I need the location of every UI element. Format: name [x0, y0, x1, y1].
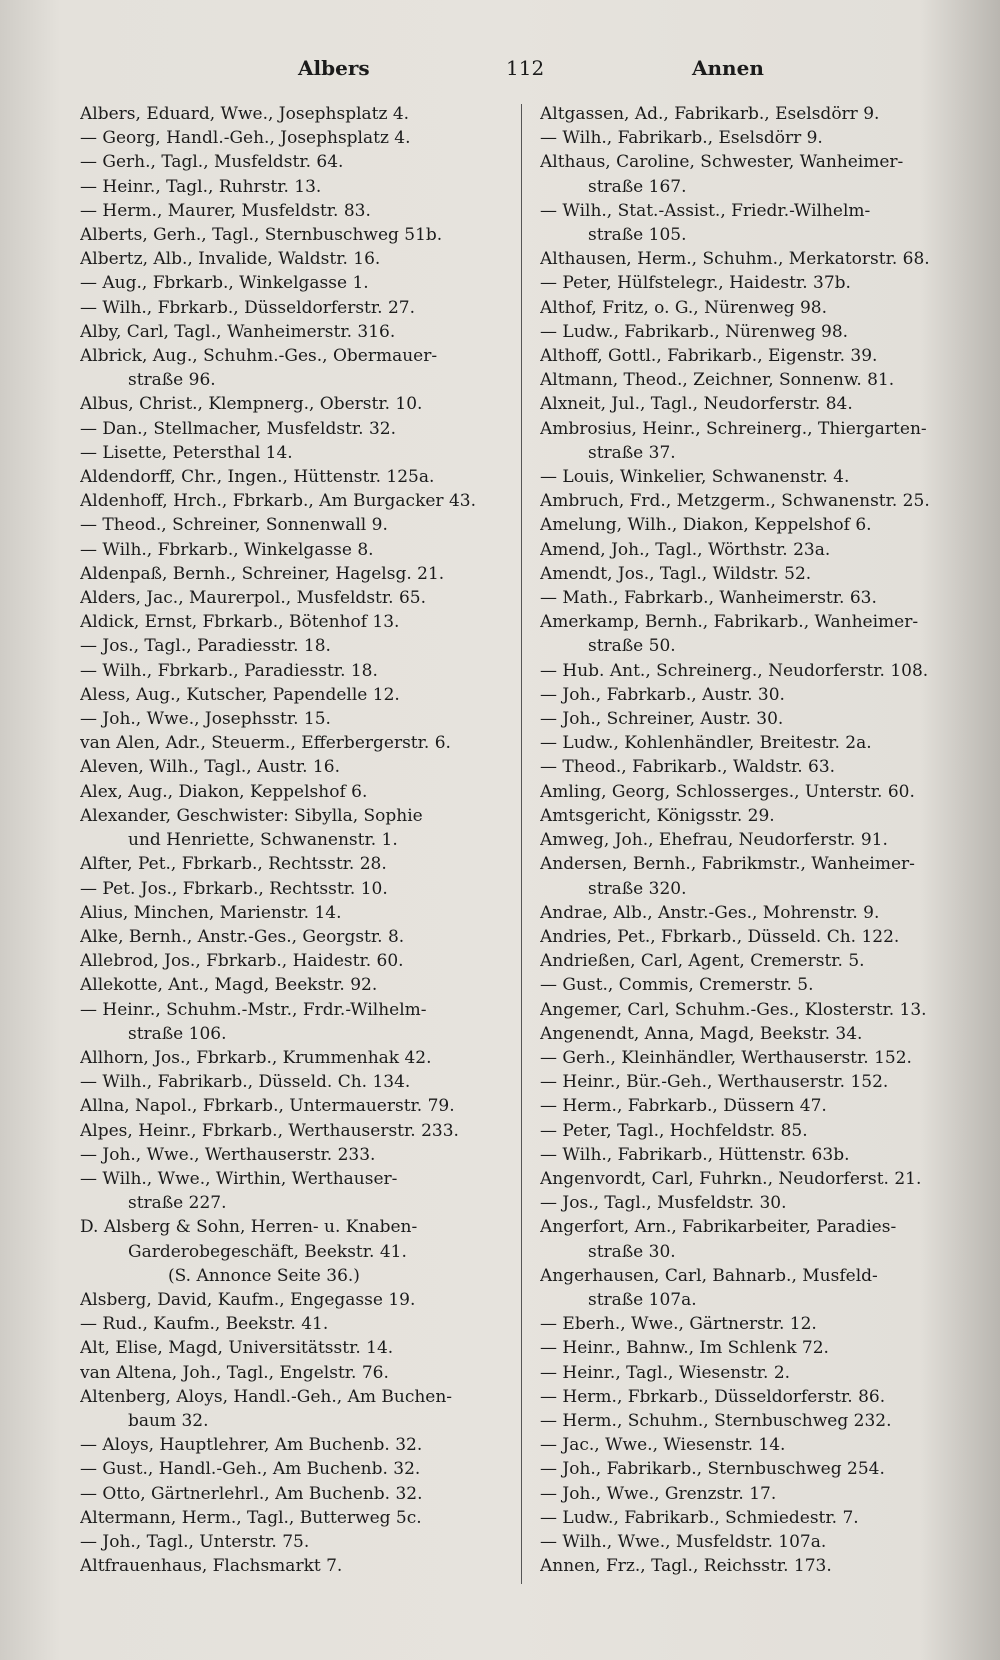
directory-entry: — Wilh., Fabrikarb., Düsseld. Ch. 134.	[80, 1072, 411, 1093]
directory-entry: Andersen, Bernh., Fabrikmstr., Wanheimer-	[540, 854, 915, 875]
directory-entry: Amerkamp, Bernh., Fabrikarb., Wanheimer-	[540, 612, 919, 633]
directory-entry: — Joh., Wwe., Grenzstr. 17.	[540, 1483, 777, 1504]
directory-entry: — Wilh., Stat.-Assist., Friedr.-Wilhelm-	[540, 200, 871, 221]
directory-entry: Angemer, Carl, Schuhm.-Ges., Klosterstr. 13.	[540, 999, 927, 1020]
directory-entry: — Heinr., Bahnw., Im Schlenk 72.	[540, 1338, 829, 1359]
entry-continuation: straße 30.	[588, 1241, 676, 1262]
directory-entry: Andrae, Alb., Anstr.-Ges., Mohrenstr. 9.	[540, 902, 880, 923]
directory-entry: — Wilh., Fabrikarb., Eselsdörr 9.	[540, 128, 823, 149]
directory-entry: Altfrauenhaus, Flachsmarkt 7.	[80, 1556, 343, 1577]
directory-entry: Angerhausen, Carl, Bahnarb., Musfeld-	[540, 1265, 878, 1286]
directory-entry: Altmann, Theod., Zeichner, Sonnenw. 81.	[540, 370, 895, 391]
directory-entry: — Otto, Gärtnerlehrl., Am Buchenb. 32.	[80, 1483, 423, 1504]
directory-entry: Altgassen, Ad., Fabrikarb., Eselsdörr 9.	[540, 104, 880, 124]
directory-entry: Alberts, Gerh., Tagl., Sternbuschweg 51b.	[80, 225, 443, 246]
directory-entry: van Alen, Adr., Steuerm., Efferbergerstr. 6.	[80, 733, 451, 754]
directory-entry: — Jos., Tagl., Musfeldstr. 30.	[540, 1193, 787, 1214]
directory-entry: Althaus, Caroline, Schwester, Wanheimer-	[540, 152, 904, 173]
directory-entry: Alsberg, David, Kaufm., Engegasse 19.	[80, 1289, 416, 1310]
directory-entry: Alt, Elise, Magd, Universitätsstr. 14.	[80, 1338, 394, 1359]
directory-entry: — Gerh., Tagl., Musfeldstr. 64.	[80, 152, 344, 173]
directory-entry: — Herm., Maurer, Musfeldstr. 83.	[80, 200, 371, 221]
directory-entry: Albertz, Alb., Invalide, Waldstr. 16.	[80, 249, 381, 270]
directory-entry: Amtsgericht, Königsstr. 29.	[540, 805, 775, 826]
directory-entry: — Aug., Fbrkarb., Winkelgasse 1.	[80, 273, 369, 294]
directory-entry: — Dan., Stellmacher, Musfeldstr. 32.	[80, 418, 397, 439]
directory-entry: D. Alsberg & Sohn, Herren- u. Knaben-	[80, 1217, 418, 1238]
directory-entry: — Eberh., Wwe., Gärtnerstr. 12.	[540, 1314, 817, 1335]
directory-entry: Alxneit, Jul., Tagl., Neudorferstr. 84.	[540, 394, 853, 415]
directory-entry: — Jac., Wwe., Wiesenstr. 14.	[540, 1435, 786, 1456]
directory-entry: — Gust., Handl.-Geh., Am Buchenb. 32.	[80, 1459, 421, 1480]
directory-entry: Altermann, Herm., Tagl., Butterweg 5c.	[80, 1507, 422, 1528]
directory-entry: Althof, Fritz, o. G., Nürenweg 98.	[540, 297, 827, 318]
directory-entry: van Altena, Joh., Tagl., Engelstr. 76.	[80, 1362, 389, 1383]
directory-entry: Annen, Frz., Tagl., Reichsstr. 173.	[540, 1556, 832, 1577]
directory-entry: — Gust., Commis, Cremerstr. 5.	[540, 975, 814, 996]
directory-entry: — Heinr., Tagl., Wiesenstr. 2.	[540, 1362, 791, 1383]
directory-entry: Albrick, Aug., Schuhm.-Ges., Obermauer-	[80, 346, 438, 367]
right-column	[540, 102, 978, 1578]
directory-entry: Alpes, Heinr., Fbrkarb., Werthauserstr. 233.	[80, 1120, 459, 1141]
directory-entry: — Heinr., Bür.-Geh., Werthauserstr. 152.	[540, 1072, 889, 1093]
column-divider	[521, 104, 522, 1584]
directory-entry: Alders, Jac., Maurerpol., Musfeldstr. 65.	[80, 588, 426, 609]
directory-entry: — Wilh., Fbrkarb., Winkelgasse 8.	[80, 539, 374, 560]
directory-entry: Allekotte, Ant., Magd, Beekstr. 92.	[80, 975, 378, 996]
directory-entry: — Herm., Fbrkarb., Düsseldorferstr. 86.	[540, 1386, 886, 1407]
directory-entry: Ambruch, Frd., Metzgerm., Schwanenstr. 25.	[540, 491, 930, 512]
entry-continuation: straße 50.	[588, 636, 676, 657]
directory-entry: Aleven, Wilh., Tagl., Austr. 16.	[80, 757, 340, 778]
directory-entry: — Joh., Fabrikarb., Sternbuschweg 254.	[540, 1459, 885, 1480]
entry-continuation: und Henriette, Schwanenstr. 1.	[128, 830, 398, 851]
directory-entry: Angerfort, Arn., Fabrikarbeiter, Paradies-	[540, 1217, 897, 1238]
directory-entry: — Hub. Ant., Schreinerg., Neudorferstr. 108.	[540, 660, 929, 681]
directory-entry: Aldenpaß, Bernh., Schreiner, Hagelsg. 21.	[80, 563, 445, 584]
directory-entry: Amelung, Wilh., Diakon, Keppelshof 6.	[540, 515, 872, 536]
directory-entry: Amend, Joh., Tagl., Wörthstr. 23a.	[540, 539, 831, 560]
header-right-keyword: Annen	[692, 56, 764, 80]
directory-entry: Althoff, Gottl., Fabrikarb., Eigenstr. 39.	[540, 346, 878, 367]
directory-entry: Albers, Eduard, Wwe., Josephsplatz 4.	[80, 104, 410, 124]
directory-entry: Amling, Georg, Schlosserges., Unterstr. 60.	[540, 781, 915, 802]
directory-entry: Altenberg, Aloys, Handl.-Geh., Am Buchen-	[80, 1386, 453, 1407]
directory-entry: Althausen, Herm., Schuhm., Merkatorstr. 68.	[540, 249, 930, 270]
entry-continuation: straße 96.	[128, 370, 216, 391]
directory-entry: — Theod., Fabrikarb., Waldstr. 63.	[540, 757, 836, 778]
page-number: 112	[506, 56, 545, 80]
directory-entry: — Jos., Tagl., Paradiesstr. 18.	[80, 636, 331, 657]
directory-entry: Allhorn, Jos., Fbrkarb., Krummenhak 42.	[80, 1047, 432, 1068]
directory-entry: — Joh., Wwe., Werthauserstr. 233.	[80, 1144, 376, 1165]
directory-entry: Aldick, Ernst, Fbrkarb., Bötenhof 13.	[80, 612, 400, 633]
directory-entry: — Math., Fabrkarb., Wanheimerstr. 63.	[540, 588, 877, 609]
directory-entry: — Joh., Wwe., Josephsstr. 15.	[80, 709, 331, 730]
directory-entry: Allna, Napol., Fbrkarb., Untermauerstr. 79.	[80, 1096, 455, 1117]
page-header	[70, 56, 970, 90]
directory-entry: — Pet. Jos., Fbrkarb., Rechtsstr. 10.	[80, 878, 388, 899]
directory-entry: — Peter, Tagl., Hochfeldstr. 85.	[540, 1120, 808, 1141]
directory-entry: — Aloys, Hauptlehrer, Am Buchenb. 32.	[80, 1435, 423, 1456]
directory-entry: — Wilh., Wwe., Musfeldstr. 107a.	[540, 1531, 827, 1552]
directory-entry: — Wilh., Fbrkarb., Paradiesstr. 18.	[80, 660, 378, 681]
directory-entry: — Peter, Hülfstelegr., Haidestr. 37b.	[540, 273, 851, 294]
directory-entry: — Lisette, Petersthal 14.	[80, 442, 293, 463]
directory-entry: Amweg, Joh., Ehefrau, Neudorferstr. 91.	[540, 830, 888, 851]
directory-entry: — Herm., Schuhm., Sternbuschweg 232.	[540, 1410, 892, 1431]
directory-entry: Allebrod, Jos., Fbrkarb., Haidestr. 60.	[80, 951, 404, 972]
entry-continuation: straße 107a.	[588, 1289, 697, 1310]
directory-entry: (S. Annonce Seite 36.)	[168, 1265, 360, 1286]
left-column	[80, 102, 518, 1578]
entry-continuation: straße 227.	[128, 1193, 227, 1214]
directory-entry: — Wilh., Wwe., Wirthin, Werthauser-	[80, 1168, 398, 1189]
directory-entry: — Ludw., Kohlenhändler, Breitestr. 2a.	[540, 733, 872, 754]
entry-continuation: Garderobegeschäft, Beekstr. 41.	[128, 1241, 407, 1262]
directory-entry: Aldenhoff, Hrch., Fbrkarb., Am Burgacker 43.	[80, 491, 476, 512]
directory-entry: Albus, Christ., Klempnerg., Oberstr. 10.	[80, 394, 423, 415]
directory-entry: Alexander, Geschwister: Sibylla, Sophie	[80, 805, 423, 826]
directory-entry: — Heinr., Tagl., Ruhrstr. 13.	[80, 176, 322, 197]
entry-continuation: baum 32.	[128, 1410, 209, 1431]
directory-entry: — Rud., Kaufm., Beekstr. 41.	[80, 1314, 329, 1335]
header-left-keyword: Albers	[298, 56, 370, 80]
directory-entry: Angenendt, Anna, Magd, Beekstr. 34.	[540, 1023, 863, 1044]
entry-continuation: straße 167.	[588, 176, 687, 197]
directory-entry: — Ludw., Fabrikarb., Nürenweg 98.	[540, 321, 849, 342]
entry-continuation: straße 37.	[588, 442, 676, 463]
directory-entry: — Joh., Tagl., Unterstr. 75.	[80, 1531, 310, 1552]
directory-entry: Aless, Aug., Kutscher, Papendelle 12.	[80, 684, 400, 705]
directory-entry: Angenvordt, Carl, Fuhrkn., Neudorferst. 21.	[540, 1168, 922, 1189]
directory-entry: Alke, Bernh., Anstr.-Ges., Georgstr. 8.	[80, 926, 405, 947]
directory-entry: — Wilh., Fbrkarb., Düsseldorferstr. 27.	[80, 297, 415, 318]
directory-entry: Andrießen, Carl, Agent, Cremerstr. 5.	[540, 951, 865, 972]
directory-entry: Alius, Minchen, Marienstr. 14.	[80, 902, 342, 923]
entry-continuation: straße 106.	[128, 1023, 227, 1044]
directory-entry: Alby, Carl, Tagl., Wanheimerstr. 316.	[80, 321, 396, 342]
entry-continuation: straße 105.	[588, 225, 687, 246]
directory-entry: — Theod., Schreiner, Sonnenwall 9.	[80, 515, 388, 536]
directory-entry: Amendt, Jos., Tagl., Wildstr. 52.	[540, 563, 812, 584]
directory-entry: — Wilh., Fabrikarb., Hüttenstr. 63b.	[540, 1144, 850, 1165]
directory-entry: Ambrosius, Heinr., Schreinerg., Thiergarten-	[540, 418, 927, 439]
entry-continuation: straße 320.	[588, 878, 687, 899]
directory-entry: — Heinr., Schuhm.-Mstr., Frdr.-Wilhelm-	[80, 999, 427, 1020]
directory-entry: — Herm., Fabrkarb., Düssern 47.	[540, 1096, 827, 1117]
directory-entry: Alex, Aug., Diakon, Keppelshof 6.	[80, 781, 368, 802]
directory-entry: — Gerh., Kleinhändler, Werthauserstr. 152.	[540, 1047, 912, 1068]
directory-entry: Aldendorff, Chr., Ingen., Hüttenstr. 125a.	[80, 467, 435, 488]
directory-entry: — Georg, Handl.-Geh., Josephsplatz 4.	[80, 128, 411, 149]
directory-entry: — Joh., Schreiner, Austr. 30.	[540, 709, 784, 730]
directory-entry: — Ludw., Fabrikarb., Schmiedestr. 7.	[540, 1507, 859, 1528]
directory-entry: Andries, Pet., Fbrkarb., Düsseld. Ch. 122.	[540, 926, 900, 947]
directory-entry: Alfter, Pet., Fbrkarb., Rechtsstr. 28.	[80, 854, 387, 875]
directory-entry: — Joh., Fabrkarb., Austr. 30.	[540, 684, 785, 705]
directory-entry: — Louis, Winkelier, Schwanenstr. 4.	[540, 467, 850, 488]
